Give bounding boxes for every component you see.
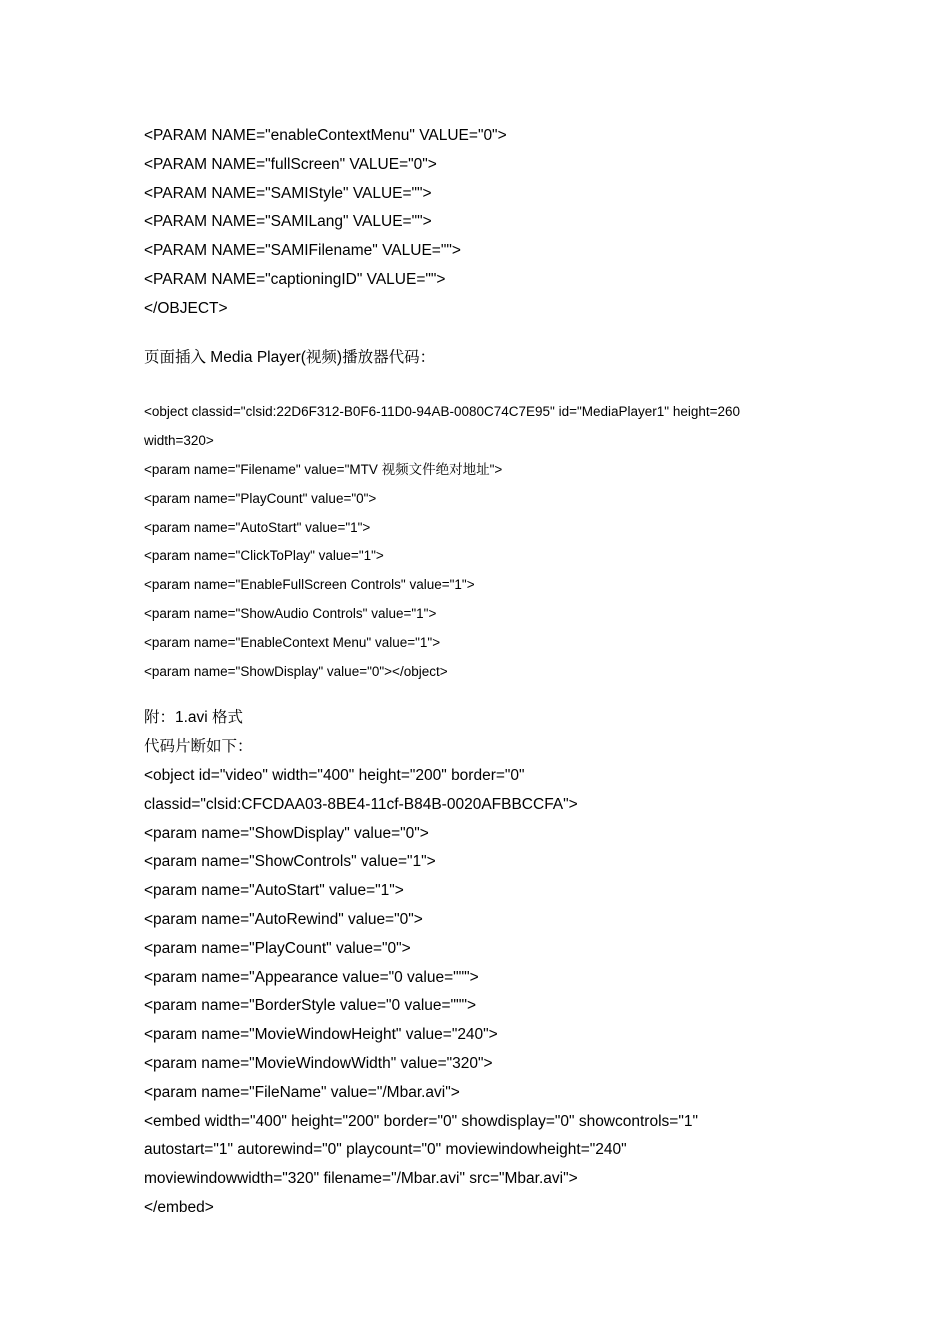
code-line: <param name="ShowDisplay" value="0"></object>: [144, 663, 448, 679]
code-line: <PARAM NAME="SAMILang" VALUE="">: [144, 213, 432, 231]
code-line: <embed width="400" height="200" border="0" showdisplay="0" showcontrols="1": [144, 1112, 698, 1130]
code-line: <object id="video" width="400" height="200" border="0": [144, 766, 525, 784]
section-heading-code-snippet: 代码片断如下：: [144, 738, 253, 756]
code-line: <param name="ShowControls" value="1">: [144, 853, 436, 871]
document-content: [144, 122, 844, 1223]
code-line: <param name="Appearance value="0 value=""">: [144, 968, 479, 986]
media-player-code-block: [144, 398, 844, 686]
code-line: classid="clsid:CFCDAA03-8BE4-11cf-B84B-0020AFBBCCFA">: [144, 795, 578, 813]
code-line: <PARAM NAME="captioningID" VALUE="">: [144, 270, 446, 288]
code-line: <param name="AutoStart" value="1">: [144, 519, 371, 535]
code-line: <param name="ClickToPlay" value="1">: [144, 548, 384, 564]
code-line: <param name="ShowDisplay" value="0">: [144, 824, 429, 842]
section-heading-media-player: 页面插入 Media Player(视频)播放器代码：: [144, 348, 436, 366]
code-line: <PARAM NAME="enableContextMenu" VALUE="0">: [144, 127, 507, 144]
code-line: <param name="AutoRewind" value="0">: [144, 910, 423, 928]
code-line: <PARAM NAME="SAMIFilename" VALUE="">: [144, 242, 461, 260]
code-line: <param name="Filename" value="MTV 视频文件绝对地址">: [144, 461, 503, 477]
code-line: <param name="MovieWindowHeight" value="240">: [144, 1026, 498, 1044]
code-line: </OBJECT>: [144, 299, 228, 317]
code-line: <PARAM NAME="SAMIStyle" VALUE="">: [144, 184, 432, 202]
avi-code-block: [144, 762, 844, 1223]
section-heading-avi-format: 附：1.avi 格式: [144, 709, 244, 727]
code-line: <object classid="clsid:22D6F312-B0F6-11D0-94AB-0080C74C7E95" id="MediaPlayer1" height=260: [144, 404, 741, 420]
code-line: moviewindowwidth="320" filename="/Mbar.avi" src="Mbar.avi">: [144, 1170, 578, 1188]
param-block-1: [144, 122, 844, 324]
code-line: <param name="BorderStyle value="0 value=""">: [144, 997, 477, 1015]
code-line: <param name="ShowAudio Controls" value="1">: [144, 605, 437, 621]
code-line: <param name="MovieWindowWidth" value="320">: [144, 1054, 493, 1072]
code-line: <PARAM NAME="fullScreen" VALUE="0">: [144, 155, 437, 173]
code-line: <param name="AutoStart" value="1">: [144, 882, 404, 900]
code-line: <param name="EnableFullScreen Controls" value="1">: [144, 577, 475, 593]
code-line: <param name="FileName" value="/Mbar.avi">: [144, 1083, 460, 1101]
code-line: autostart="1" autorewind="0" playcount="0" moviewindowheight="240": [144, 1141, 627, 1159]
code-line: <param name="PlayCount" value="0">: [144, 939, 411, 957]
code-line: <param name="PlayCount" value="0">: [144, 490, 377, 506]
code-line: <param name="EnableContext Menu" value="1">: [144, 634, 441, 650]
code-line: </embed>: [144, 1198, 214, 1216]
code-line: width=320>: [144, 433, 214, 449]
